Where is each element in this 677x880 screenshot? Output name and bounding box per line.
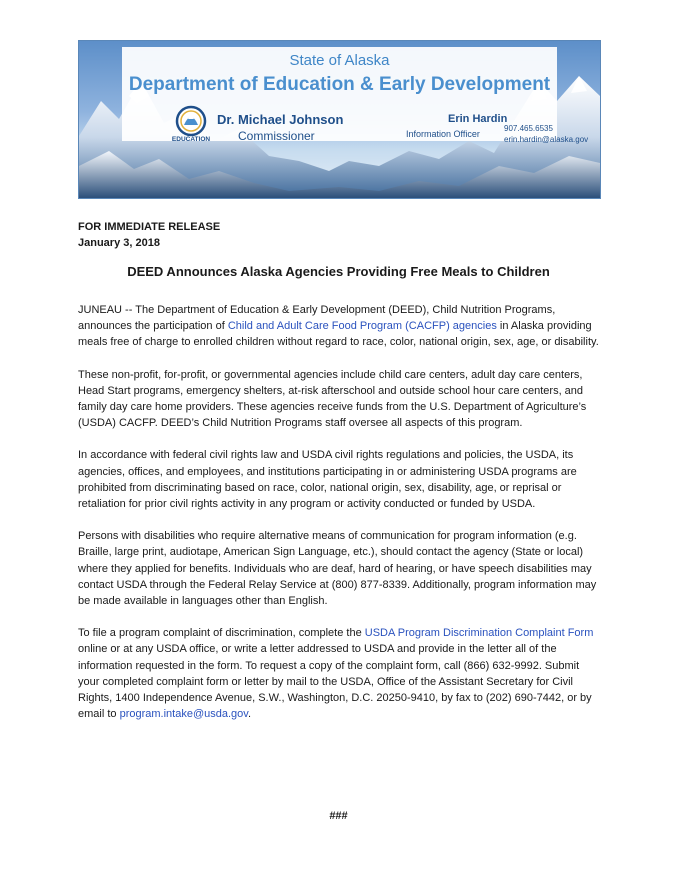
- program-intake-email-link[interactable]: program.intake@usda.gov: [119, 708, 248, 721]
- paragraph-complaint-text-end: .: [247, 708, 252, 721]
- paragraph-intro: [78, 302, 603, 351]
- end-of-release-mark: ###: [329, 810, 348, 822]
- paragraph-civil-rights: In accordance with federal civil rights law and USDA civil rights regulations and policies, the USDA, its agencies, offices, and employees, and institutions participating in or administering USDA programs are prohibited from discriminating based on race, color, national origin, sex, disability, age, or reprisal or retaliation for prior civil rights activity in any program or activity conducted or funded by USDA.: [78, 449, 577, 511]
- contact-name: Erin Hardin: [448, 113, 508, 125]
- paragraph-intro-text-end: in Alaska providing meals free of charge to enrolled children without regard to race, color, national origin, sex, age, or disability.: [78, 320, 599, 349]
- release-label: FOR IMMEDIATE RELEASE: [78, 221, 221, 233]
- paragraph-intro-text: JUNEAU -- The Department of Education & Early Development (DEED), Child Nutrition Programs, announces the participation of: [78, 304, 556, 333]
- seal-label: EDUCATION: [171, 136, 211, 143]
- contact-title: Information Officer: [406, 129, 480, 139]
- department-title: Department of Education & Early Development: [128, 74, 551, 95]
- paragraph-complaint-text: To file a program complaint of discrimination, complete the: [78, 627, 365, 640]
- education-seal-icon: [170, 105, 212, 143]
- cacfp-agencies-link[interactable]: Child and Adult Care Food Program (CACFP) agencies: [227, 320, 497, 333]
- paragraph-agencies: These non-profit, for-profit, or governmental agencies include child care centers, adult day care centers, Head Start programs, emergency shelters, at-risk afterschool and outside school hour care centers, and family day care home providers. These agencies receive funds from the U.S. Department of Agriculture’s (USDA) CACFP. DEED’s Child Nutrition Programs staff oversee all aspects of this program.: [78, 368, 587, 430]
- commissioner-name: Dr. Michael Johnson: [217, 112, 344, 127]
- commissioner-title: Commissioner: [238, 129, 315, 143]
- complaint-form-link[interactable]: USDA Program Discrimination Complaint Form: [364, 627, 594, 640]
- paragraph-complaint: [78, 625, 603, 722]
- contact-phone: 907.465.6535: [504, 124, 553, 133]
- state-title: State of Alaska: [289, 52, 390, 69]
- paragraph-disabilities: Persons with disabilities who require alternative means of communication for program information (e.g. Braille, large print, audiotape, American Sign Language, etc.), should contact the agency (State or local) where they applied for benefits. Individuals who are deaf, hard of hearing, or have speech disabilities may contact USDA through the Federal Relay Service at (800) 877-8339. Additionally, program information may be made available in languages other than English.: [78, 530, 597, 608]
- paragraph-complaint-text-middle: online or at any USDA office, or write a letter addressed to USDA and provide in the letter all of the information requested in the form. To request a copy of the complaint form, call (866) 632-9992. Submit your completed complaint form or letter by mail to the USDA, Office of the Assistant Secretary for Civil Rights, 1400 Independence Avenue, S.W., Washington, D.C. 20250-9410, by fax to (202) 690-7442, or by email to: [78, 643, 592, 721]
- letterhead-banner: [78, 40, 601, 199]
- contact-email: erin.hardin@alaska.gov: [504, 135, 589, 144]
- release-date: January 3, 2018: [78, 237, 160, 249]
- release-info: [78, 219, 220, 251]
- banner-title-box: [122, 47, 589, 144]
- press-release-body: [78, 302, 603, 738]
- press-release-headline: DEED Announces Alaska Agencies Providing Free Meals to Children: [127, 264, 550, 279]
